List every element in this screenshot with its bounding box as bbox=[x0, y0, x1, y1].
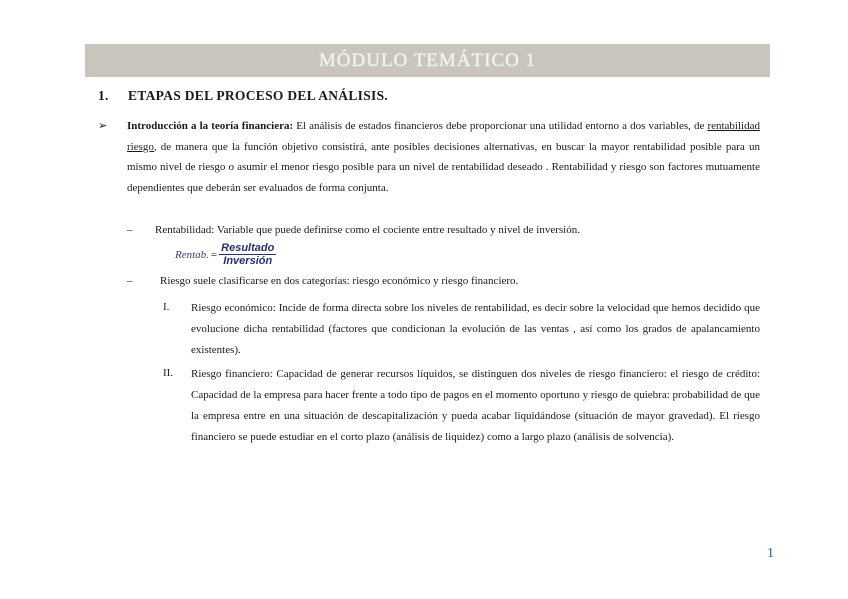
module-title: MÓDULO TEMÁTICO 1 bbox=[318, 49, 537, 71]
section-title: ETAPAS DEL PROCESO DEL ANÁLISIS. bbox=[128, 88, 389, 103]
intro-underlined-term: rentabilidad riesgo bbox=[127, 120, 760, 153]
formula-fraction bbox=[219, 242, 276, 267]
risk-numeral-2: II. bbox=[163, 367, 174, 379]
intro-lead: Introducción a la teoría financiera: bbox=[127, 120, 294, 132]
arrowhead-bullet-icon: ➢ bbox=[98, 120, 108, 132]
risk-numeral-1: I. bbox=[163, 301, 170, 313]
formula-numerator: Resultado bbox=[221, 242, 275, 254]
risk-economico-text: Riesgo económico: Incide de forma directa sobre los niveles de rentabilidad, es decir sobre la velocidad que hemos decidido que evolucione dicha rentabilidad (factores que condicionan la evolución de las ventas , así como los grados de apalancamiento existentes). bbox=[191, 302, 760, 356]
rentabilidad-definition: Rentabilidad: Variable que puede definirse como el cociente entre resultado y nivel de inversión. bbox=[155, 224, 580, 236]
rentabilidad-formula bbox=[175, 242, 276, 267]
module-banner bbox=[85, 44, 770, 77]
page-number: 1 bbox=[767, 546, 774, 561]
formula-denominator: Inversión bbox=[223, 255, 273, 267]
formula-equals: = bbox=[210, 248, 218, 261]
dash-bullet: – bbox=[127, 224, 133, 236]
risk-financiero-text: Riesgo financiero: Capacidad de generar recursos líquidos, se distinguen dos niveles de riesgo financiero: el riesgo de crédito: Capacidad de la empresa para hacer frente a todo tipo de pagos en el momento oportuno y riesgo de quiebra: probabilidad de que la empresa entre en una situación de descapitalización y pueda acabar liquidándose (situación de mayor gravedad). El riesgo financiero se puede estudiar en el corto plazo (análisis de liquidez) como a largo plazo (análisis de solvencia). bbox=[191, 368, 760, 443]
section-number: 1. bbox=[98, 88, 109, 103]
intro-text-2: , de manera que la función objetivo consistirá, ante posibles decisiones alternativas, en buscar la mayor rentabilidad posible para un mismo nivel de riesgo o asumir el menor riesgo posible para un nivel de rentabilidad deseado . Rentabilidad y riesgo son factores mutuamente dependientes que deberán ser evaluados de forma conjunta. bbox=[127, 140, 760, 194]
dash-bullet: – bbox=[127, 275, 133, 287]
intro-text-1: El análisis de estados financieros debe proporcionar una utilidad entorno a dos variables, de bbox=[293, 120, 708, 132]
riesgo-classification: Riesgo suele clasificarse en dos categorías: riesgo económico y riesgo financiero. bbox=[160, 275, 519, 287]
formula-lhs: Rentab. bbox=[175, 248, 209, 261]
section-heading bbox=[98, 88, 388, 104]
intro-paragraph bbox=[127, 116, 760, 198]
